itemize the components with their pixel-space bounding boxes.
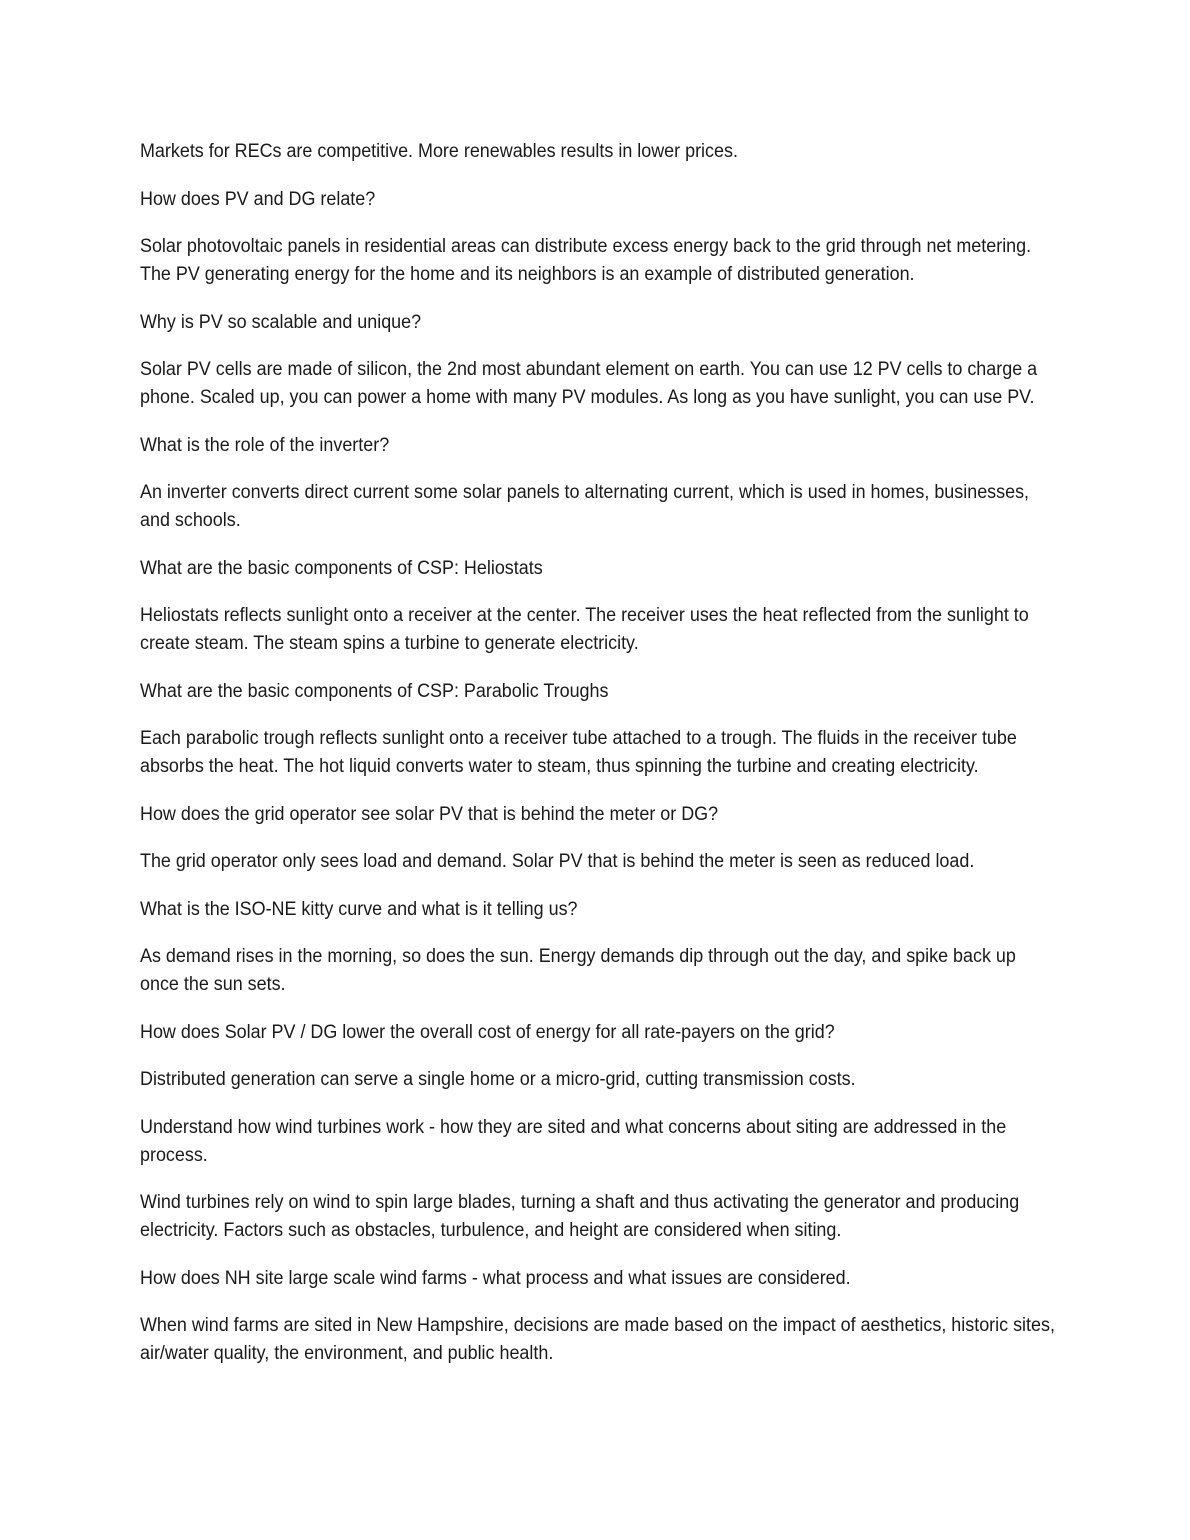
question-inverter: What is the role of the inverter? <box>140 434 390 456</box>
answer-csp-troughs: Each parabolic trough reflects sunlight onto a receiver tube attached to a trough. The fluids in the receiver tube absorbs the heat. The hot liquid converts water to steam, thus spinning the turbine and creating electricity. <box>140 728 1017 777</box>
document-body <box>140 138 1055 1388</box>
question-nh-wind-farms: How does NH site large scale wind farms - what process and what issues are considered. <box>140 1267 851 1289</box>
question-grid-operator: How does the grid operator see solar PV that is behind the meter or DG? <box>140 803 719 825</box>
question-csp-heliostats: What are the basic components of CSP: Heliostats <box>140 557 543 579</box>
answer-kitty-curve: As demand rises in the morning, so does the sun. Energy demands dip through out the day, and spike back up once the sun sets. <box>140 946 1016 995</box>
question-pv-dg: How does PV and DG relate? <box>140 188 376 210</box>
question-dg-cost: How does Solar PV / DG lower the overall cost of energy for all rate-payers on the grid? <box>140 1021 835 1043</box>
answer-dg-cost: Distributed generation can serve a single home or a micro-grid, cutting transmission costs. <box>140 1069 856 1090</box>
answer-grid-operator: The grid operator only sees load and demand. Solar PV that is behind the meter is seen as reduced load. <box>140 851 975 872</box>
answer-nh-wind-farms: When wind farms are sited in New Hampshire, decisions are made based on the impact of aesthetics, historic sites, air/water quality, the environment, and public health. <box>140 1315 1055 1364</box>
question-kitty-curve: What is the ISO-NE kitty curve and what is it telling us? <box>140 898 578 920</box>
answer-csp-heliostats: Heliostats reflects sunlight onto a receiver at the center. The receiver uses the heat reflected from the sunlight to create steam. The steam spins a turbine to generate electricity. <box>140 605 1029 654</box>
rec-markets-paragraph: Markets for RECs are competitive. More renewables results in lower prices. <box>140 141 738 162</box>
question-csp-troughs: What are the basic components of CSP: Parabolic Troughs <box>140 680 609 702</box>
answer-pv-dg: Solar photovoltaic panels in residential areas can distribute excess energy back to the grid through net metering. The PV generating energy for the home and its neighbors is an example of distributed generation. <box>140 236 1032 285</box>
question-wind-turbines: Understand how wind turbines work - how they are sited and what concerns about siting are addressed in the process. <box>140 1116 1007 1166</box>
answer-wind-turbines: Wind turbines rely on wind to spin large blades, turning a shaft and thus activating the generator and producing electricity. Factors such as obstacles, turbulence, and height are considered when siting. <box>140 1192 1020 1241</box>
answer-pv-scalable: Solar PV cells are made of silicon, the 2nd most abundant element on earth. You can use 12 PV cells to charge a phone. Scaled up, you can power a home with many PV modules. As long as you have sunlight, you can use PV. <box>140 359 1038 408</box>
question-pv-scalable: Why is PV so scalable and unique? <box>140 311 422 333</box>
answer-inverter: An inverter converts direct current some solar panels to alternating current, which is used in homes, businesses, and schools. <box>140 482 1030 531</box>
